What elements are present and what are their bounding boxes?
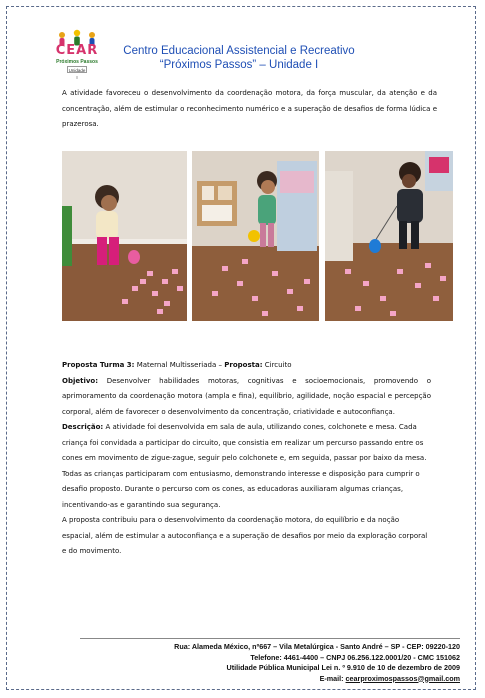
proposal-class: Maternal Multisseriada [136,361,217,369]
proposal-separator: – [218,361,223,369]
description-text: A atividade foi desenvolvida em sala de aula, utilizando cones, colchonete e mesa. Cada criança foi convidada a participar do circuito, que consistia em realizar um percurso passando entre os cones em movimento de zigue-zague, seguir pelo colchonete e, em seguida, passar por baixo da mesa. Todas as crianças participaram com entusiasmo, demonstrando interesse e disposição para cumprir o desafio proposto. Durante o percurso com os cones, as educadoras auxiliaram algumas crianças, incentivando-as e garantindo sua segurança. [62,423,427,509]
proposal-type-label: Proposta: [224,361,263,369]
logo-word: CEAR [55,43,99,58]
conclusion-paragraph: A proposta contribuiu para o desenvolvimento da coordenação motora, do equilíbrio e da noção espacial, além de estimular a autoconfiança e a superação de desafios por meio da exploração corporal e do movimento. [62,516,428,555]
objective-label: Objetivo: [62,376,99,385]
footer-divider [80,638,460,639]
activity-photo-1 [62,151,187,321]
proposal-label: Proposta Turma 3: [62,361,135,369]
footer-phones: Telefone: 4461-4400 – CNPJ 06.256.122.0001/20 - CMC 151062 [250,652,460,662]
proposal-section [62,358,431,560]
footer-public-utility: Utilidade Pública Municipal Lei n. º 9.910 de 10 de dezembro de 2009 [226,663,460,672]
cear-logo [52,28,102,80]
footer-email-line [80,674,460,685]
proposal-heading [62,358,431,374]
logo-tagline: Próximos Passos [56,59,98,65]
description-label: Descrição: [62,423,104,431]
activity-photo-2 [192,151,319,321]
objective-paragraph [62,374,431,421]
page-title [104,44,374,72]
footer [80,642,460,684]
footer-email-link[interactable]: cearproximospassos@gmail.com [345,673,460,683]
proposal-type-value: Circuito [264,361,292,369]
activity-photo-3 [325,151,453,321]
intro-paragraph: A atividade favoreceu o desenvolvimento da coordenação motora, da força muscular, da atenção e da concentração, além de estimular o reconhecimento numérico e a superação de desafios de forma lúdica e prazerosa. [62,89,437,128]
logo-unit-badge: Unidade I [68,68,86,80]
description-paragraph [62,420,431,513]
title-line-1: Centro Educacional Assistencial e Recreativo [123,45,355,57]
objective-text: Desenvolver habilidades motoras, cognitivas e socioemocionais, promovendo o aprimoramento da coordenação motora (ampla e fina), equilíbrio, agilidade, noção espacial e percepção corporal, além de favorecer o desenvolvimento da concentração, criatividade e autoconfiança. [62,376,431,416]
footer-email-label: E-mail: [319,673,344,683]
title-line-2: “Próximos Passos” – Unidade I [159,59,319,71]
footer-address: Rua: Alameda México, nº667 – Vila Metalúrgica - Santo André – SP - CEP: 09220-120 [174,642,460,651]
